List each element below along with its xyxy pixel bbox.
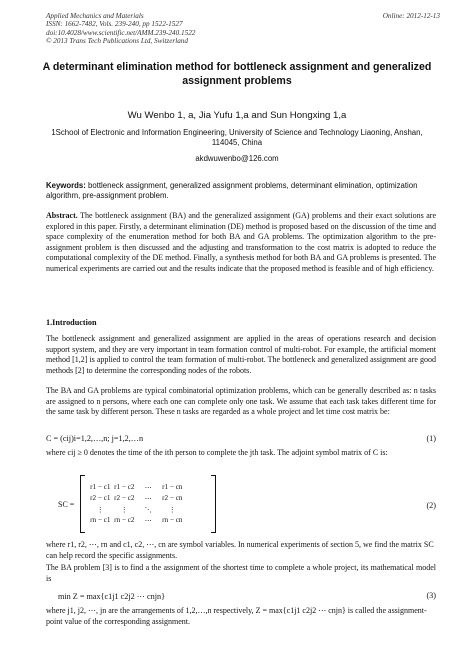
- equation-3-explanation: where j1, j2, ⋯, jn are the arrangements of 1,2,…,n respectively, Z = max{c1j1 c2j2 ⋯ cnjn} is called the assignment-point value of the corresponding assignment.: [46, 606, 427, 626]
- author-email[interactable]: akdwuwenbo@126.com: [195, 154, 279, 163]
- equation-2: [46, 475, 436, 537]
- matrix-cell: ⋮: [120, 506, 128, 514]
- intro-paragraph-3: The BA problem [3] is to find a the assignment of the shortest time to complete a whole project, its mathematical model is: [46, 563, 436, 583]
- matrix-cell: ⋮: [168, 506, 176, 514]
- equation-2-label: SC =: [58, 499, 75, 509]
- matrix-cell: r1 − c2: [114, 483, 135, 491]
- equation-2-explanation: where r1, r2, ⋯, rn and c1, c2, ⋯, cn are symbol variables. In numerical experiments of section 5, we find the matrix SC can help record the specific assignments.: [46, 540, 434, 560]
- intro-paragraph-2: The BA and GA problems are typical combinatorial optimization problems, which can be generally described as: n tasks are assigned to n persons, where each one can complete only one task. We assume that each task takes different time for the same task by different person. These n tasks are regarded as a whole project and let time cost matrix be:: [46, 386, 436, 417]
- copyright-line: © 2013 Trans Tech Publications Ltd, Switzerland: [46, 37, 188, 46]
- equation-3-body: min Z = max{c1j1 c2j2 ⋯ cnjn}: [58, 592, 166, 601]
- matrix-cell: rn − cn: [162, 516, 183, 524]
- online-date: Online: 2012-12-13: [382, 12, 440, 20]
- matrix-right-bracket: [211, 475, 216, 533]
- keywords-block: [46, 181, 436, 200]
- equation-1-body: C = (cij)i=1,2,…,n; j=1,2,…n: [46, 434, 144, 443]
- abstract-text: The bottleneck assignment (BA) and the generalized assignment (GA) problems and their exact solutions are explored in this paper. Firstly, a determinant elimination (DE) method is proposed based on the discussion of the time and space complexity of the enumeration method for both BA and GA problems. The optimization algorithm to the pre-assignment problem is then discussed and the adjusting and transformation to the cost matrix is adopted to reduce the computational complexity of the DE method. Finally, a synthesis method for both BA and GA problems is presented. The numerical experiments are carried out and the results indicate that the proposed method is feasible and of high efficiency.: [46, 211, 437, 273]
- equation-2-number: (2): [426, 501, 436, 510]
- matrix-cell: rn − c1: [90, 516, 111, 524]
- equation-3-number: (3): [426, 591, 436, 600]
- matrix-cell: ⋱: [144, 506, 152, 514]
- issn-line: ISSN: 1662-7482, Vols. 239-240, pp 1522-1527: [46, 20, 183, 29]
- matrix-cell: rn − c2: [114, 516, 135, 524]
- matrix-cell: ⋯: [144, 484, 152, 492]
- matrix-cell: r1 − c1: [90, 483, 111, 491]
- matrix-cell: ⋯: [144, 517, 152, 525]
- paper-title: A determinant elimination method for bottleneck assignment and generalized assignment problems: [42, 61, 432, 87]
- equation-1-explanation: where cij ≥ 0 denotes the time of the ith person to complete the jth task. The adjoint symbol matrix of C is:: [46, 448, 388, 457]
- equation-3: [46, 591, 436, 601]
- section-heading: 1.Introduction: [46, 318, 97, 327]
- keywords-label: Keywords:: [46, 181, 86, 190]
- abstract-label: Abstract.: [46, 211, 78, 220]
- author-list: Wu Wenbo 1, a, Jia Yufu 1,a and Sun Hongxing 1,a: [127, 110, 347, 121]
- keywords-text: bottleneck assignment, generalized assignment problems, determinant elimination, optimization algorithm, pre-assignment problem.: [46, 181, 418, 200]
- affiliation: 1School of Electronic and Information Engineering, University of Science and Technology Liaoning, Anshan, 114045, China: [51, 128, 423, 147]
- journal-name: Applied Mechanics and Materials: [46, 12, 144, 20]
- matrix-cell: r2 − c1: [90, 494, 111, 502]
- matrix-cell: r1 − cn: [162, 483, 183, 491]
- equation-1: [46, 434, 436, 443]
- matrix-cell: ⋮: [96, 506, 104, 514]
- page-header: [46, 12, 440, 46]
- intro-paragraph-1: The bottleneck assignment and generalized assignment are applied in the areas of operations research and decision support system, and they are very important in team formation control of multi-robot. For example, the artificial moment method [1,2] is applied to control the team formation of multi-robot. The bottleneck and generalized assignment are good methods [2] to determine the corresponding nodes of the robots.: [46, 334, 436, 375]
- abstract-block: [46, 211, 436, 275]
- matrix-cell: r2 − c2: [114, 494, 135, 502]
- matrix-cell: ⋯: [144, 495, 152, 503]
- equation-1-number: (1): [426, 434, 436, 443]
- adjoint-matrix: [58, 475, 216, 533]
- matrix-cell: r2 − cn: [162, 494, 183, 502]
- matrix-grid: [85, 483, 211, 525]
- doi-line: doi:10.4028/www.scientific.net/AMM.239-240.1522: [46, 28, 196, 37]
